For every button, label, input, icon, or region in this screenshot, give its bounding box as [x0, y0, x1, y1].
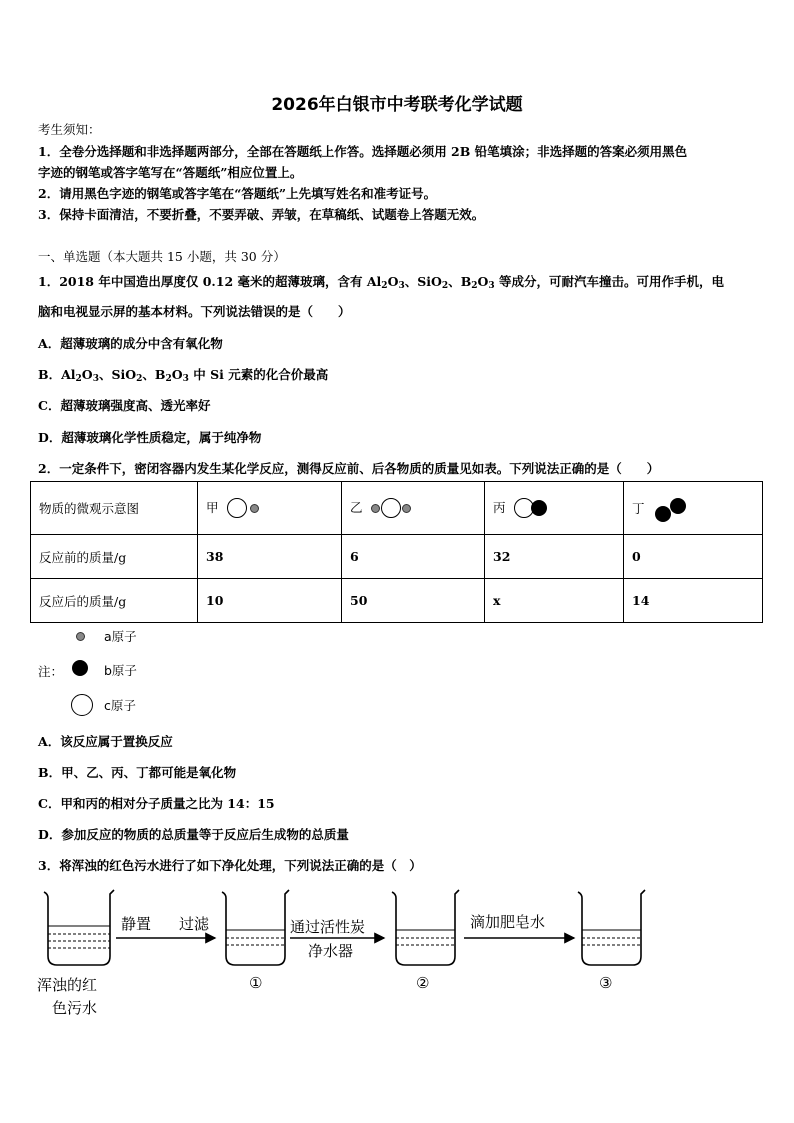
note-label: 注：	[38, 664, 64, 679]
section-heading: 一、单选题（本大题共 15 小题，共 30 分）	[38, 249, 286, 264]
a-atom-icon	[76, 632, 85, 641]
step-label: 滴加肥皂水	[470, 913, 546, 931]
q1-stem: 1．2018 年中国造出厚度仅 0.12 毫米的超薄玻璃，含有 $Al_2O_3$、SiO$_2$、$B_2O_3$ 等成分，可耐汽车撞击。可用作手机，电	[38, 274, 725, 291]
table-row	[31, 579, 763, 623]
q1-option-a: A．超薄玻璃的成分中含有氧化物	[38, 336, 223, 351]
beaker-icon	[44, 890, 114, 965]
table-cell: 0	[624, 535, 763, 579]
c-atom-icon	[71, 694, 93, 716]
table-row	[31, 535, 763, 579]
beaker-caption: ①	[249, 974, 263, 992]
a-atom-icon	[250, 504, 259, 513]
c-atom-icon	[381, 498, 401, 518]
table-cell: 50	[342, 579, 485, 623]
beaker-caption: 浑浊的红	[37, 976, 98, 994]
notice-item-1-cont: 字迹的钢笔或答字笔写在“答题纸”相应位置上。	[38, 165, 303, 180]
substance-label: 乙	[350, 499, 363, 515]
table-cell: 32	[485, 535, 624, 579]
beaker-caption: ②	[416, 974, 430, 992]
notice-item-3: 3．保持卡面清洁，不要折叠，不要弄破、弄皱，在草稿纸、试题卷上答题无效。	[38, 207, 485, 222]
a-atom-icon	[402, 504, 411, 513]
b-atom-icon	[655, 506, 671, 522]
step-label: 静置	[121, 915, 152, 933]
table-cell	[198, 482, 342, 535]
b-atom-icon	[72, 660, 88, 676]
q1-option-c: C．超薄玻璃强度高、透光率好	[38, 398, 211, 413]
legend-a: a原子	[104, 629, 137, 644]
table-cell: 物质的微观示意图	[31, 482, 198, 535]
b-atom-icon	[670, 498, 686, 514]
step-label: 净水器	[308, 942, 354, 960]
q2-option-a: A．该反应属于置换反应	[38, 734, 173, 749]
mass-table	[30, 481, 763, 623]
notice-item-1: 1．全卷分选择题和非选择题两部分，全部在答题纸上作答。选择题必须用 2B 铅笔填涂；非选择题的答案必须用黑色	[38, 144, 688, 159]
q2-option-d: D．参加反应的物质的总质量等于反应后生成物的总质量	[38, 827, 349, 842]
q2-option-c: C．甲和丙的相对分子质量之比为 14：15	[38, 796, 275, 811]
table-row	[31, 482, 763, 535]
substance-label: 丙	[493, 499, 506, 515]
substance-label: 甲	[206, 499, 219, 515]
table-cell	[624, 482, 763, 535]
table-cell: 38	[198, 535, 342, 579]
beaker-caption: 色污水	[52, 999, 98, 1017]
table-cell: 6	[342, 535, 485, 579]
a-atom-icon	[371, 504, 380, 513]
table-cell: x	[485, 579, 624, 623]
step-label: 过滤	[179, 915, 210, 933]
q1-option-d: D．超薄玻璃化学性质稳定，属于纯净物	[38, 430, 262, 445]
table-cell	[342, 482, 485, 535]
table-cell: 10	[198, 579, 342, 623]
page-title: 2026年白银市中考联考化学试题	[271, 95, 523, 115]
q2-stem: 2．一定条件下，密闭容器内发生某化学反应，测得反应前、后各物质的质量见如表。下列说法正确的是（ ）	[38, 461, 660, 476]
beaker-icon	[578, 890, 645, 965]
table-cell: 反应前的质量/g	[31, 535, 198, 579]
notice-heading: 考生须知：	[38, 122, 101, 137]
table-cell: 反应后的质量/g	[31, 579, 198, 623]
table-cell: 14	[624, 579, 763, 623]
substance-label: 丁	[632, 500, 645, 516]
q1-option-b: B．$Al_2O_3$、SiO$_2$、$B_2O_3$ 中 Si 元素的化合价最高	[38, 367, 329, 384]
c-atom-icon	[227, 498, 247, 518]
beaker-icon	[222, 890, 289, 965]
q1-stem-cont: 脑和电视显示屏的基本材料。下列说法错误的是（ ）	[38, 304, 351, 319]
table-cell	[485, 482, 624, 535]
q2-option-b: B．甲、乙、丙、丁都可能是氧化物	[38, 765, 237, 780]
step-label: 通过活性炭	[290, 918, 366, 936]
notice-item-2: 2．请用黑色字迹的钢笔或答字笔在“答题纸”上先填写姓名和准考证号。	[38, 186, 437, 201]
beaker-icon	[392, 890, 459, 965]
legend-b: b原子	[104, 663, 137, 678]
b-atom-icon	[531, 500, 547, 516]
legend-c: c原子	[104, 698, 136, 713]
q3-stem: 3．将浑浊的红色污水进行了如下净化处理，下列说法正确的是（ ）	[38, 858, 422, 873]
beaker-caption: ③	[599, 974, 613, 992]
